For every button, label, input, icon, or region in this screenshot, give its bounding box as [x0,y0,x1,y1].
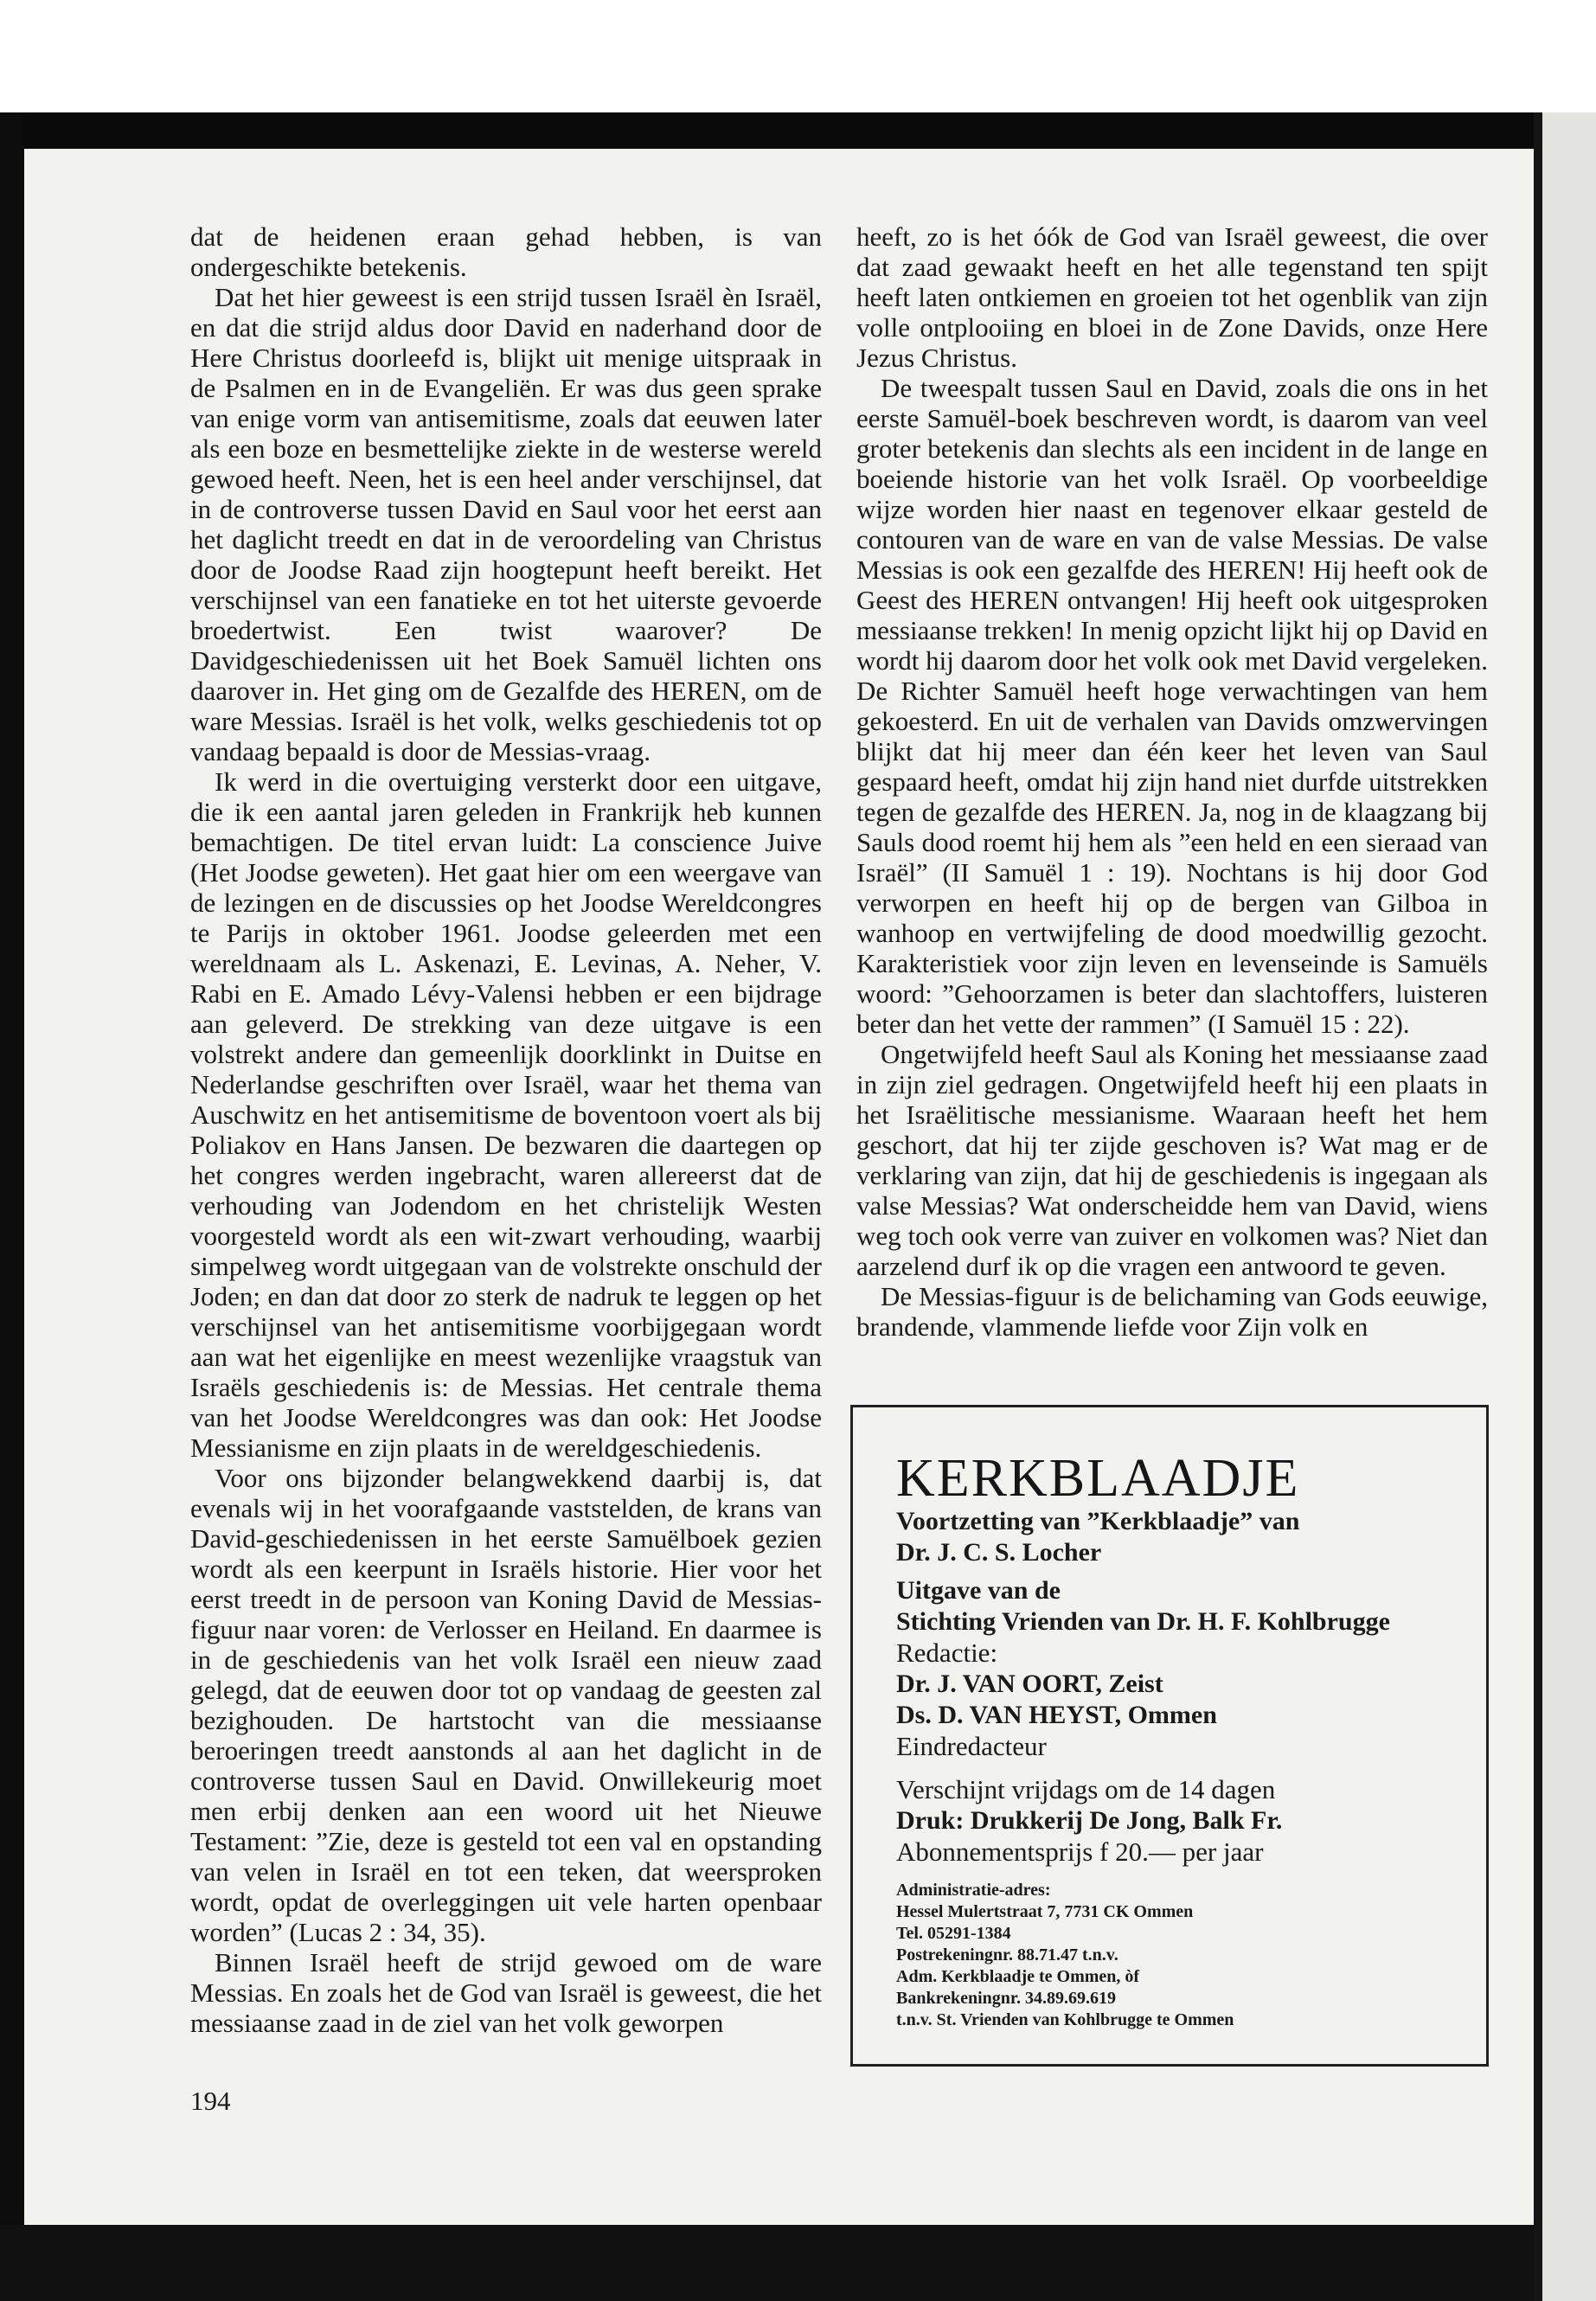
right-text-column [856,221,1488,1342]
scan-right-edge [1534,112,1596,2301]
paragraph: De Messias-figuur is de belichaming van Gods eeuwige, brandende, vlammende liefde voor Zijn volk en [856,1281,1488,1342]
masthead-editorial-label: Redactie: [896,1638,998,1668]
left-text-column [190,221,822,2038]
paragraph: Ik werd in die overtuiging versterkt door een uitgave, die ik een aantal jaren geleden in Frankrijk heb kunnen bemachtigen. De titel ervan luidt: La conscience Juive (Het Joodse geweten). Het gaat hier om een weergave van de lezingen en de discussies op het Joodse Wereldcongres te Parijs in oktober 1961. Joodse geleerden met een wereldnaam als L. Askenazi, E. Levinas, A. Neher, V. Rabi en E. Amado Lévy-Valensi hebben er een bijdrage aan geleverd. De strekking van deze uitgave is een volstrekt andere dan gemeenlijk doorklinkt in Duitse en Nederlandse geschriften over Israël, waar het thema van Auschwitz en het antisemitisme de boventoon voert als bij Poliakov en Hans Jansen. De bezwaren die daartegen op het congres werden ingebracht, waren allereerst dat de verhouding van Jodendom en het christelijk Westen voorgesteld wordt als een wit-zwart verhouding, waarbij simpelweg wordt uitgegaan van de volstrekte onschuld der Joden; en dan dat door zo sterk de nadruk te leggen op het verschijnsel van het antisemitisme voorbijgegaan wordt aan wat het eigenlijke en meest wezenlijke vraagstuk van Israëls geschiedenis is: de Messias. Het centrale thema van het Joodse Wereldcongres was dan ook: Het Joodse Messianisme en zijn plaats in de wereldgeschiedenis. [190,766,822,1463]
paragraph: Dat het hier geweest is een strijd tussen Israël èn Israël, en dat die strijd aldus door David en naderhand door de Here Christus doorleefd is, blijkt uit menige uitspraak in de Psalmen en in de Evangeliën. Er was dus geen sprake van enige vorm van antisemitisme, zoals dat eeuwen later als een boze en besmettelijke ziekte in de westerse wereld gewoed heeft. Neen, het is een heel ander verschijnsel, dat in de controverse tussen David en Saul voor het eerst aan het daglicht treedt en dat in de veroordeling van Christus door de Joodse Raad zijn hoogtepunt heeft bereikt. Het verschijnsel van een fanatieke en tot het uiterste gevoerde broedertwist. Een twist waarover? De Davidgeschiedenissen uit het Boek Samuël lichten ons daarover in. Het ging om de Gezalfde des HEREN, om de ware Messias. Israël is het volk, welks geschiedenis tot op vandaag bepaald is door de Messias-vraag. [190,282,822,766]
scan-left-border [0,112,24,2301]
scan-bottom-border [0,2225,1534,2301]
masthead-title: KERKBLAADJE [896,1449,1300,1508]
paragraph: De tweespalt tussen Saul en David, zoals die ons in het eerste Samuël-boek beschreven wordt, is daarom van veel groter betekenis dan slechts als een incident in de lange en boeiende historie van het volk Israël. Op voorbeeldige wijze worden hier naast en tegenover elkaar gesteld de contouren van de ware en van de valse Messias. De valse Messias is ook een gezalfde des HEREN! Hij heeft ook de Geest des HEREN ontvangen! Hij heeft ook uitgesproken messiaanse trekken! In menig opzicht lijkt hij op David en wordt hij daarom door het volk ook met David vergeleken. De Richter Samuël heeft hoge verwachtingen van hem gekoesterd. En uit de verhalen van Davids omzwervingen blijkt dat hij meer dan één keer het leven van Saul gespaard heeft, omdat hij zijn hand niet durfde uitstrekken tegen de gezalfde des HEREN. Ja, nog in de klaagzang bij Sauls dood roemt hij hem als ”een held en een sieraad van Israël” (II Samuël 1 : 19). Nochtans is hij door God verworpen en heeft hij op de bergen van Gilboa in wanhoop en vertwijfeling de dood moedwillig gezocht. Karakteristiek voor zijn leven en levenseinde is Samuëls woord: ”Gehoorzamen is beter dan slachtoffers, luisteren beter dan het vette der rammen” (I Samuël 15 : 22). [856,373,1488,1039]
masthead-box [850,1405,1489,2067]
masthead-frequency: Verschijnt vrijdags om de 14 dagen [896,1774,1276,1804]
paragraph: heeft, zo is het óók de God van Israël geweest, die over dat zaad gewaakt heeft en het alle tegenstand ten spijt heeft laten ontkiemen en groeien tot het ogenblik van zijn volle ontplooiing en bloei in de Zone Davids, onze Here Jezus Christus. [856,221,1488,373]
masthead-admin-line: Postrekeningnr. 88.71.47 t.n.v. [896,1945,1118,1965]
masthead-publisher: Stichting Vrienden van Dr. H. F. Kohlbrugge [896,1607,1390,1636]
masthead-subtitle: Dr. J. C. S. Locher [896,1538,1102,1567]
masthead-editor: Dr. J. VAN OORT, Zeist [896,1670,1163,1698]
page-number: 194 [190,2086,231,2116]
scan-top-border [0,112,1596,149]
masthead-admin-line: Hessel Mulertstraat 7, 7731 CK Ommen [896,1902,1194,1921]
masthead-admin-line: t.n.v. St. Vrienden van Kohlbrugge te Ommen [896,2010,1234,2029]
paragraph: Ongetwijfeld heeft Saul als Koning het messiaanse zaad in zijn ziel gedragen. Ongetwijfeld heeft hij een plaats in het Israëlitische messianisme. Waaraan heeft het hem geschort, dat hij ter zijde geschoven is? Wat mag er de verklaring van zijn, dat hij de geschiedenis is ingegaan als valse Messias? Wat onderscheidde hem van David, wiens weg toch ook verre van zuiver en volkomen was? Niet dan aarzelend durf ik op die vragen een antwoord te geven. [856,1039,1488,1281]
masthead-admin-line: Administratie-adres: [896,1881,1051,1900]
paragraph: Voor ons bijzonder belangwekkend daarbij is, dat evenals wij in het voorafgaande vaststelden, de krans van David-geschiedenissen in het eerste Samuëlboek gezien wordt als een keerpunt in Israëls historie. Hier voor het eerst treedt in de persoon van Koning David de Messias-figuur naar voren: de Verlosser en Heiland. En daarmee is in de geschiedenis van het volk Israël een nieuw zaad gelegd, dat de eeuwen door tot op vandaag de geesten zal bezighouden. De hartstocht van die messiaanse beroeringen treedt aanstonds al aan het daglicht in de controverse tussen Saul en David. Onwillekeurig moet men erbij denken aan een woord uit het Nieuwe Testament: ”Zie, deze is gesteld tot een val en opstanding van velen in Israël en tot een teken, dat weersproken wordt, opdat de overleggingen uit vele harten openbaar worden” (Lucas 2 : 34, 35). [190,1463,822,1947]
paragraph: dat de heidenen eraan gehad hebben, is van ondergeschikte betekenis. [190,221,822,282]
masthead-editor: Ds. D. VAN HEYST, Ommen [896,1701,1217,1729]
masthead-admin-line: Adm. Kerkblaadje te Ommen, òf [896,1967,1140,1986]
masthead-printer: Druk: Drukkerij De Jong, Balk Fr. [896,1806,1283,1835]
masthead-chief-editor-label: Eindredacteur [896,1731,1047,1761]
masthead-subscription: Abonnementsprijs f 20.— per jaar [896,1836,1264,1867]
masthead-subtitle: Voortzetting van ”Kerkblaadje” van [896,1507,1300,1535]
masthead-admin-line: Tel. 05291-1384 [896,1924,1011,1943]
paragraph: Binnen Israël heeft de strijd gewoed om de ware Messias. En zoals het de God van Israël is geweest, die het messiaanse zaad in de ziel van het volk geworpen [190,1947,822,2038]
masthead-admin-line: Bankrekeningnr. 34.89.69.619 [896,1989,1116,2008]
masthead-publisher: Uitgave van de [896,1576,1061,1605]
